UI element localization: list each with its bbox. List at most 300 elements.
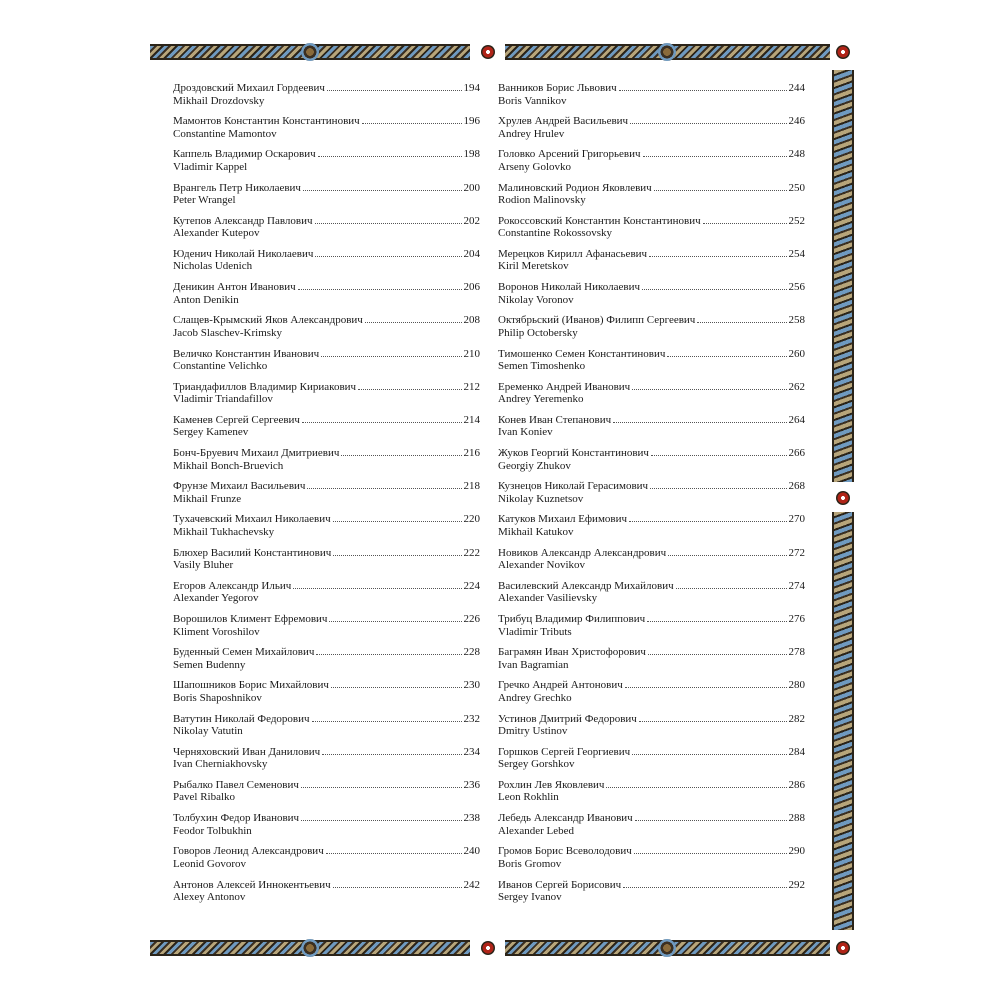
entry-russian-line xyxy=(173,712,480,726)
page-number: 224 xyxy=(463,579,480,592)
page-number: 286 xyxy=(788,778,805,791)
dot-leader xyxy=(298,280,462,290)
entry-russian-name: Триандафиллов Владимир Кириакович xyxy=(173,380,357,393)
medallion-icon xyxy=(658,43,676,61)
entry-russian-name: Ванников Борис Львович xyxy=(498,82,617,94)
list-item[interactable] xyxy=(498,181,805,214)
list-item[interactable] xyxy=(498,612,805,645)
entry-russian-name: Мерецков Кирилл Афанасьевич xyxy=(498,247,648,260)
entry-russian-line xyxy=(173,546,480,560)
entry-russian-name: Бонч-Бруевич Михаил Дмитриевич xyxy=(173,447,340,460)
dot-leader xyxy=(315,214,462,224)
dot-leader xyxy=(668,546,786,556)
dot-leader xyxy=(333,546,461,556)
entry-russian-name: Трибуц Владимир Филиппович xyxy=(498,613,646,625)
entry-english-name: Ivan Cherniakhovsky xyxy=(173,758,268,771)
dot-leader xyxy=(312,712,462,722)
entry-russian-name: Воронов Николай Николаевич xyxy=(498,281,640,294)
list-item[interactable] xyxy=(173,712,480,745)
page-number: 212 xyxy=(463,380,480,393)
entry-english-name: Dmitry Ustinov xyxy=(498,725,568,738)
entry-russian-line xyxy=(498,181,805,195)
entry-russian-name: Устинов Дмитрий Федорович xyxy=(498,712,637,725)
dot-leader xyxy=(648,645,787,655)
list-item[interactable] xyxy=(173,247,480,280)
page-number: 236 xyxy=(463,778,480,791)
dot-leader xyxy=(331,678,462,688)
entry-russian-line xyxy=(173,745,480,759)
dot-leader xyxy=(651,446,787,456)
entry-russian-line xyxy=(498,878,805,892)
list-item[interactable] xyxy=(498,347,805,380)
entry-russian-name: Каменев Сергей Сергеевич xyxy=(173,413,300,426)
dot-leader xyxy=(358,380,461,390)
entry-english-name: Semen Timoshenko xyxy=(498,360,586,372)
entry-russian-line xyxy=(173,413,480,427)
list-item[interactable] xyxy=(173,181,480,214)
entry-english-name: Arseny Golovko xyxy=(498,160,572,173)
entry-english-name: Ivan Koniev xyxy=(498,426,553,439)
list-item[interactable] xyxy=(498,811,805,844)
list-item[interactable] xyxy=(173,512,480,545)
entry-russian-name: Жуков Георгий Константинович xyxy=(498,447,649,460)
entry-english-name: Andrey Yeremenko xyxy=(498,393,584,406)
dot-leader xyxy=(625,678,787,688)
entry-english-name: Mikhail Frunze xyxy=(173,492,242,505)
entry-english-name: Vladimir Kappel xyxy=(173,160,248,173)
bottom-border-left xyxy=(150,940,470,956)
medallion-icon xyxy=(658,939,676,957)
entry-russian-line xyxy=(498,380,805,394)
entry-russian-line xyxy=(173,147,480,161)
entry-english-name: Alexander Vasilievsky xyxy=(498,592,598,605)
entry-russian-line xyxy=(498,413,805,427)
page-number: 252 xyxy=(788,214,805,227)
dot-leader xyxy=(623,878,786,888)
entry-english-name: Constantine Rokossovsky xyxy=(498,227,612,240)
list-item[interactable] xyxy=(173,479,480,512)
rosette-icon xyxy=(481,941,495,955)
entry-russian-line xyxy=(173,878,480,892)
dot-leader xyxy=(647,612,786,622)
list-item[interactable] xyxy=(173,844,480,877)
list-item[interactable] xyxy=(498,280,805,313)
entry-russian-line xyxy=(173,512,480,526)
page-number: 256 xyxy=(788,281,805,294)
list-item[interactable] xyxy=(498,878,805,911)
page-number: 288 xyxy=(788,812,805,825)
dot-leader xyxy=(307,479,461,489)
dot-leader xyxy=(326,844,462,854)
entry-russian-name: Величко Константин Иванович xyxy=(173,347,320,360)
page-number: 238 xyxy=(463,812,480,825)
entry-russian-line xyxy=(173,380,480,394)
entry-english-name: Nikolay Vatutin xyxy=(173,725,243,738)
entry-english-name: Sergey Ivanov xyxy=(498,891,562,903)
entry-russian-name: Антонов Алексей Иннокентьевич xyxy=(173,878,331,891)
page-number: 208 xyxy=(463,314,480,327)
entry-russian-name: Новиков Александр Александрович xyxy=(498,546,667,559)
entry-english-name: Sergey Gorshkov xyxy=(498,758,575,771)
entry-russian-name: Головко Арсений Григорьевич xyxy=(498,148,641,161)
dot-leader xyxy=(606,778,786,788)
entry-russian-line xyxy=(498,347,805,361)
dot-leader xyxy=(329,612,461,622)
page-number: 244 xyxy=(788,82,805,94)
entry-russian-line xyxy=(498,114,805,128)
dot-leader xyxy=(318,147,462,157)
page-number: 206 xyxy=(463,281,480,294)
page-number: 194 xyxy=(463,82,480,94)
entry-russian-line xyxy=(173,347,480,361)
dot-leader xyxy=(333,512,462,522)
entry-english-name: Leon Rokhlin xyxy=(498,791,559,804)
page-number: 230 xyxy=(463,679,480,692)
dot-leader xyxy=(362,114,462,124)
entry-russian-line xyxy=(498,745,805,759)
page-number: 210 xyxy=(463,347,480,360)
page-number: 290 xyxy=(788,845,805,858)
entry-english-name: Alexey Antonov xyxy=(173,891,246,903)
list-item[interactable] xyxy=(173,114,480,147)
page-number: 228 xyxy=(463,646,480,659)
dot-leader xyxy=(650,479,786,489)
entry-russian-line xyxy=(173,214,480,228)
entry-russian-line xyxy=(173,778,480,792)
list-item[interactable] xyxy=(173,147,480,180)
entry-russian-name: Рохлин Лев Яковлевич xyxy=(498,778,605,791)
list-item[interactable] xyxy=(498,512,805,545)
entry-russian-line xyxy=(498,844,805,858)
entry-english-name: Alexander Lebed xyxy=(498,824,575,837)
entry-russian-name: Черняховский Иван Данилович xyxy=(173,745,321,758)
entry-russian-name: Буденный Семен Михайлович xyxy=(173,646,315,659)
entry-russian-name: Егоров Александр Ильич xyxy=(173,579,292,592)
page-number: 264 xyxy=(788,413,805,426)
entry-russian-line xyxy=(498,247,805,261)
rosette-icon xyxy=(836,45,850,59)
list-item[interactable] xyxy=(173,878,480,911)
dot-leader xyxy=(642,280,787,290)
entry-russian-name: Дроздовский Михаил Гордеевич xyxy=(173,82,325,94)
entry-russian-name: Баграмян Иван Христофорович xyxy=(498,646,646,659)
entry-russian-name: Хрулев Андрей Васильевич xyxy=(498,115,629,128)
entry-russian-line xyxy=(498,147,805,161)
entry-russian-name: Кутепов Александр Павлович xyxy=(173,214,313,227)
page-number: 196 xyxy=(463,115,480,128)
contents-list xyxy=(173,81,480,911)
page-number: 200 xyxy=(463,181,480,194)
dot-leader xyxy=(302,413,462,423)
entry-russian-line xyxy=(173,181,480,195)
entry-english-name: Mikhail Drozdovsky xyxy=(173,94,265,107)
entry-russian-name: Мамонтов Константин Константинович xyxy=(173,115,360,128)
entry-russian-line xyxy=(173,247,480,261)
entry-english-name: Pavel Ribalko xyxy=(173,791,236,804)
entry-english-name: Leonid Govorov xyxy=(173,857,247,870)
entry-english-name: Boris Vannikov xyxy=(498,94,567,107)
entry-russian-name: Блюхер Василий Константинович xyxy=(173,546,332,559)
entry-english-name: Vasily Bluher xyxy=(173,559,234,572)
list-item[interactable] xyxy=(498,712,805,745)
entry-russian-name: Фрунзе Михаил Васильевич xyxy=(173,480,306,493)
page-number: 262 xyxy=(788,380,805,393)
list-item[interactable] xyxy=(173,579,480,612)
top-border-right xyxy=(505,44,830,60)
list-item[interactable] xyxy=(173,778,480,811)
page-number: 220 xyxy=(463,513,480,526)
entry-russian-name: Октябрьский (Иванов) Филипп Сергеевич xyxy=(498,314,696,327)
dot-leader xyxy=(632,745,786,755)
list-item[interactable] xyxy=(498,678,805,711)
list-item[interactable] xyxy=(498,380,805,413)
entry-english-name: Georgiy Zhukov xyxy=(498,459,571,472)
dot-leader xyxy=(639,712,787,722)
entry-russian-name: Кузнецов Николай Герасимович xyxy=(498,480,649,493)
entry-russian-line xyxy=(173,280,480,294)
dot-leader xyxy=(613,413,786,423)
page-number: 232 xyxy=(463,712,480,725)
list-item[interactable] xyxy=(173,811,480,844)
entry-russian-line xyxy=(173,479,480,493)
entry-russian-name: Тухачевский Михаил Николаевич xyxy=(173,513,331,526)
entry-english-name: Boris Shaposhnikov xyxy=(173,691,262,704)
list-item[interactable] xyxy=(498,214,805,247)
entry-english-name: Constantine Mamontov xyxy=(173,127,277,140)
entry-russian-line xyxy=(498,313,805,327)
entry-russian-name: Василевский Александр Михайлович xyxy=(498,579,674,592)
dot-leader xyxy=(321,347,461,357)
page-number: 254 xyxy=(788,247,805,260)
bottom-border-right xyxy=(505,940,830,956)
entry-russian-line xyxy=(498,778,805,792)
entry-russian-line xyxy=(173,579,480,593)
page-number: 270 xyxy=(788,513,805,526)
entry-english-name: Nikolay Kuznetsov xyxy=(498,492,584,505)
entry-english-name: Rodion Malinovsky xyxy=(498,194,586,207)
dot-leader xyxy=(303,181,462,191)
entry-english-name: Anton Denikin xyxy=(173,293,239,306)
list-item[interactable] xyxy=(173,446,480,479)
entry-russian-name: Юденич Николай Николаевич xyxy=(173,247,314,260)
page-number: 280 xyxy=(788,679,805,692)
entry-english-name: Kliment Voroshilov xyxy=(173,625,260,638)
entry-english-name: Jacob Slaschev-Krimsky xyxy=(173,326,283,339)
rosette-icon xyxy=(836,491,850,505)
page-number: 218 xyxy=(463,480,480,493)
dot-leader xyxy=(341,446,461,456)
page-number: 198 xyxy=(463,148,480,161)
dot-leader xyxy=(301,778,462,788)
page-number: 260 xyxy=(788,347,805,360)
entry-english-name: Alexander Yegorov xyxy=(173,592,259,605)
list-item[interactable] xyxy=(498,114,805,147)
dot-leader xyxy=(634,844,787,854)
entry-russian-name: Гречко Андрей Антонович xyxy=(498,679,623,692)
entry-russian-name: Громов Борис Всеволодович xyxy=(498,845,632,858)
dot-leader xyxy=(630,114,786,124)
list-item[interactable] xyxy=(498,413,805,446)
list-item[interactable] xyxy=(498,147,805,180)
entry-russian-name: Толбухин Федор Иванович xyxy=(173,812,300,825)
page-number: 272 xyxy=(788,546,805,559)
entry-russian-line xyxy=(498,811,805,825)
list-item[interactable] xyxy=(173,645,480,678)
entry-russian-name: Врангель Петр Николаевич xyxy=(173,181,301,194)
entry-russian-name: Катуков Михаил Ефимович xyxy=(498,513,628,526)
entry-russian-name: Каппель Владимир Оскарович xyxy=(173,148,316,161)
list-item[interactable] xyxy=(498,81,805,114)
page-number: 216 xyxy=(463,447,480,460)
list-item[interactable] xyxy=(173,612,480,645)
entry-russian-line xyxy=(498,479,805,493)
list-item[interactable] xyxy=(498,579,805,612)
list-item[interactable] xyxy=(498,479,805,512)
entry-russian-line xyxy=(173,313,480,327)
entry-russian-name: Слащев-Крымский Яков Александрович xyxy=(173,314,363,327)
entry-english-name: Vladimir Tributs xyxy=(498,625,572,638)
entry-russian-line xyxy=(173,811,480,825)
page-number: 202 xyxy=(463,214,480,227)
entry-english-name: Andrey Hrulev xyxy=(498,127,565,140)
dot-leader xyxy=(293,579,461,589)
list-item[interactable] xyxy=(173,546,480,579)
list-item[interactable] xyxy=(173,313,480,346)
entry-russian-name: Ворошилов Климент Ефремович xyxy=(173,613,328,625)
list-item[interactable] xyxy=(498,247,805,280)
entry-english-name: Nicholas Udenich xyxy=(173,260,253,273)
dot-leader xyxy=(649,247,786,257)
entry-russian-name: Тимошенко Семен Константинович xyxy=(498,347,666,360)
rosette-icon xyxy=(481,45,495,59)
entry-russian-line xyxy=(498,512,805,526)
list-item[interactable] xyxy=(498,313,805,346)
page-number: 276 xyxy=(788,613,805,625)
entry-russian-name: Лебедь Александр Иванович xyxy=(498,812,633,825)
page-number: 266 xyxy=(788,447,805,460)
top-border-left xyxy=(150,44,470,60)
list-item[interactable] xyxy=(173,745,480,778)
dot-leader xyxy=(635,811,787,821)
page-number: 242 xyxy=(463,878,480,891)
dot-leader xyxy=(667,347,786,357)
medallion-icon xyxy=(301,939,319,957)
list-item[interactable] xyxy=(173,347,480,380)
page-number: 240 xyxy=(463,845,480,858)
entry-russian-line xyxy=(498,546,805,560)
entry-russian-line xyxy=(498,678,805,692)
list-item[interactable] xyxy=(173,380,480,413)
entry-russian-line xyxy=(173,81,480,95)
dot-leader xyxy=(327,81,462,91)
entry-english-name: Mikhail Bonch-Bruevich xyxy=(173,459,284,472)
entry-english-name: Kiril Meretskov xyxy=(498,260,569,273)
entry-russian-line xyxy=(173,446,480,460)
dot-leader xyxy=(315,247,461,257)
dot-leader xyxy=(643,147,787,157)
list-item[interactable] xyxy=(498,844,805,877)
dot-leader xyxy=(322,745,461,755)
page-number: 292 xyxy=(788,878,805,891)
entry-russian-line xyxy=(498,214,805,228)
list-item[interactable] xyxy=(173,678,480,711)
dot-leader xyxy=(697,313,786,323)
entry-russian-line xyxy=(498,446,805,460)
entry-russian-name: Ватутин Николай Федорович xyxy=(173,712,310,725)
entry-english-name: Peter Wrangel xyxy=(173,194,236,207)
entry-russian-name: Иванов Сергей Борисович xyxy=(498,878,622,891)
entry-english-name: Ivan Bagramian xyxy=(498,658,569,671)
entry-russian-name: Еременко Андрей Иванович xyxy=(498,380,631,393)
entry-english-name: Feodor Tolbukhin xyxy=(173,824,252,837)
entry-russian-name: Шапошников Борис Михайлович xyxy=(173,679,329,692)
page-number: 222 xyxy=(463,546,480,559)
right-border-upper xyxy=(832,70,854,482)
list-item[interactable] xyxy=(498,778,805,811)
list-item[interactable] xyxy=(173,413,480,446)
list-item[interactable] xyxy=(498,546,805,579)
entry-russian-name: Конев Иван Степанович xyxy=(498,413,612,426)
page-number: 204 xyxy=(463,247,480,260)
entry-russian-line xyxy=(173,612,480,626)
entry-english-name: Sergey Kamenev xyxy=(173,426,249,439)
entry-russian-line xyxy=(498,579,805,593)
page-number: 258 xyxy=(788,314,805,327)
entry-russian-name: Говоров Леонид Александрович xyxy=(173,845,324,858)
entry-russian-line xyxy=(498,81,805,95)
list-item[interactable] xyxy=(498,745,805,778)
dot-leader xyxy=(676,579,787,589)
entry-russian-line xyxy=(173,114,480,128)
list-item[interactable] xyxy=(498,645,805,678)
entry-english-name: Andrey Grechko xyxy=(498,691,572,704)
entry-russian-name: Деникин Антон Иванович xyxy=(173,281,296,294)
entry-russian-name: Малиновский Родион Яковлевич xyxy=(498,181,652,194)
medallion-icon xyxy=(301,43,319,61)
contents-left-column xyxy=(173,81,480,911)
page-number: 278 xyxy=(788,646,805,659)
list-item[interactable] xyxy=(173,214,480,247)
entry-english-name: Vladimir Triandafillov xyxy=(173,393,273,406)
entry-russian-line xyxy=(498,612,805,626)
page-number: 282 xyxy=(788,712,805,725)
entry-english-name: Mikhail Tukhachevsky xyxy=(173,525,275,538)
dot-leader xyxy=(316,645,461,655)
entry-english-name: Philip Octobersky xyxy=(498,326,578,339)
dot-leader xyxy=(333,878,462,888)
list-item[interactable] xyxy=(173,81,480,114)
list-item[interactable] xyxy=(498,446,805,479)
entry-russian-line xyxy=(498,712,805,726)
dot-leader xyxy=(365,313,462,323)
entry-english-name: Mikhail Katukov xyxy=(498,525,574,538)
page-number: 246 xyxy=(788,115,805,128)
dot-leader xyxy=(703,214,787,224)
dot-leader xyxy=(301,811,461,821)
contents-list xyxy=(498,81,805,911)
page-number: 268 xyxy=(788,480,805,493)
list-item[interactable] xyxy=(173,280,480,313)
page-number: 250 xyxy=(788,181,805,194)
entry-russian-line xyxy=(498,645,805,659)
entry-english-name: Semen Budenny xyxy=(173,658,246,671)
entry-english-name: Alexander Novikov xyxy=(498,559,586,572)
dot-leader xyxy=(632,380,786,390)
entry-russian-line xyxy=(173,645,480,659)
entry-english-name: Boris Gromov xyxy=(498,857,562,870)
page-number: 248 xyxy=(788,148,805,161)
entry-russian-line xyxy=(173,678,480,692)
